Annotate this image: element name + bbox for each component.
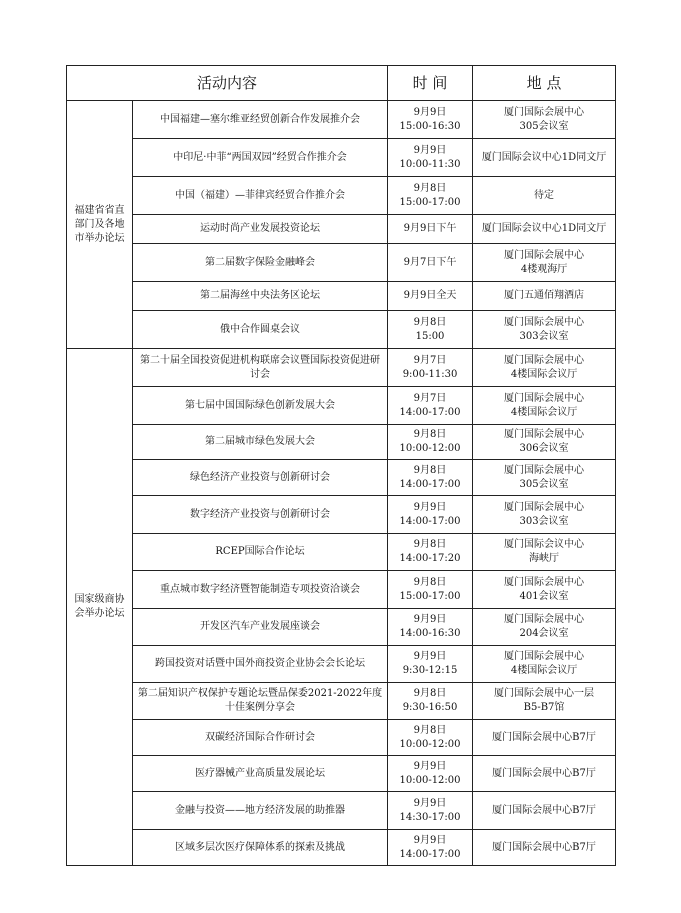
event-name-cell: 运动时尚产业发展投资论坛 bbox=[133, 215, 388, 244]
header-place: 地 点 bbox=[473, 66, 616, 101]
event-name-cell: 重点城市数字经济暨智能制造专项投资洽谈会 bbox=[133, 571, 388, 609]
table-row bbox=[67, 496, 616, 534]
table-row bbox=[67, 830, 616, 866]
event-name-cell: 第二届知识产权保护专题论坛暨品保委2021-2022年度十佳案例分享会 bbox=[133, 683, 388, 720]
event-time-cell: 9月8日 10:00-12:00 bbox=[388, 425, 473, 460]
table-row bbox=[67, 311, 616, 349]
header-time: 时 间 bbox=[388, 66, 473, 101]
event-name-cell: 第二届城市绿色发展大会 bbox=[133, 425, 388, 460]
event-name-cell: 双碳经济国际合作研讨会 bbox=[133, 720, 388, 756]
event-place-cell: 厦门国际会展中心B7厅 bbox=[473, 830, 616, 866]
category-cell: 国家级商协会举办论坛 bbox=[67, 349, 133, 866]
event-place-cell: 待定 bbox=[473, 177, 616, 215]
table-row bbox=[67, 282, 616, 311]
event-name-cell: 中国福建—塞尔维亚经贸创新合作发展推介会 bbox=[133, 101, 388, 139]
event-name-cell: 开发区汽车产业发展座谈会 bbox=[133, 609, 388, 646]
event-time-cell: 9月8日 15:00-17:00 bbox=[388, 571, 473, 609]
event-name-cell: 区域多层次医疗保障体系的探索及挑战 bbox=[133, 830, 388, 866]
category-cell: 福建省省直部门及各地市举办论坛 bbox=[67, 101, 133, 349]
event-place-cell: 厦门国际会展中心 305会议室 bbox=[473, 101, 616, 139]
event-time-cell: 9月9日全天 bbox=[388, 282, 473, 311]
table-row bbox=[67, 387, 616, 425]
table-row bbox=[67, 349, 616, 387]
event-name-cell: 金融与投资——地方经济发展的助推器 bbox=[133, 792, 388, 830]
event-place-cell: 厦门国际会议中心1D同文厅 bbox=[473, 139, 616, 177]
table-row bbox=[67, 244, 616, 282]
table-row bbox=[67, 756, 616, 792]
event-place-cell: 厦门国际会展中心B7厅 bbox=[473, 792, 616, 830]
event-name-cell: 中印尼·中菲“两国双园”经贸合作推介会 bbox=[133, 139, 388, 177]
table-row bbox=[67, 534, 616, 571]
header-content: 活动内容 bbox=[67, 66, 388, 101]
table-row bbox=[67, 720, 616, 756]
event-name-cell: 第二十届全国投资促进机构联席会议暨国际投资促进研讨会 bbox=[133, 349, 388, 387]
event-name-cell: 第七届中国国际绿色创新发展大会 bbox=[133, 387, 388, 425]
event-place-cell: 厦门国际会议中心 海峡厅 bbox=[473, 534, 616, 571]
event-place-cell: 厦门五通佰翔酒店 bbox=[473, 282, 616, 311]
table-row bbox=[67, 139, 616, 177]
table-row bbox=[67, 101, 616, 139]
event-place-cell: 厦门国际会展中心B7厅 bbox=[473, 756, 616, 792]
event-place-cell: 厦门国际会展中心 306会议室 bbox=[473, 425, 616, 460]
table-body bbox=[67, 101, 616, 866]
event-time-cell: 9月7日下午 bbox=[388, 244, 473, 282]
event-place-cell: 厦门国际会展中心 4楼国际会议厅 bbox=[473, 646, 616, 683]
event-place-cell: 厦门国际会展中心一层 B5-B7馆 bbox=[473, 683, 616, 720]
event-time-cell: 9月9日 15:00-16:30 bbox=[388, 101, 473, 139]
event-time-cell: 9月9日 14:00-17:00 bbox=[388, 496, 473, 534]
table-row bbox=[67, 683, 616, 720]
event-time-cell: 9月7日 14:00-17:00 bbox=[388, 387, 473, 425]
event-time-cell: 9月8日 9:30-16:50 bbox=[388, 683, 473, 720]
table-row bbox=[67, 646, 616, 683]
event-name-cell: 俄中合作圆桌会议 bbox=[133, 311, 388, 349]
event-time-cell: 9月9日 14:00-16:30 bbox=[388, 609, 473, 646]
event-time-cell: 9月8日 10:00-12:00 bbox=[388, 720, 473, 756]
event-time-cell: 9月9日 9:30-12:15 bbox=[388, 646, 473, 683]
event-place-cell: 厦门国际会展中心 305会议室 bbox=[473, 460, 616, 496]
event-name-cell: 医疗器械产业高质量发展论坛 bbox=[133, 756, 388, 792]
event-time-cell: 9月9日 14:30-17:00 bbox=[388, 792, 473, 830]
event-place-cell: 厦门国际会展中心 4楼国际会议厅 bbox=[473, 349, 616, 387]
table-row bbox=[67, 460, 616, 496]
table-row bbox=[67, 609, 616, 646]
event-place-cell: 厦门国际会展中心 401会议室 bbox=[473, 571, 616, 609]
table-row bbox=[67, 215, 616, 244]
event-place-cell: 厦门国际会展中心B7厅 bbox=[473, 720, 616, 756]
event-time-cell: 9月8日 15:00-17:00 bbox=[388, 177, 473, 215]
event-place-cell: 厦门国际会展中心 4楼观海厅 bbox=[473, 244, 616, 282]
event-name-cell: 跨国投资对话暨中国外商投资企业协会会长论坛 bbox=[133, 646, 388, 683]
event-time-cell: 9月9日下午 bbox=[388, 215, 473, 244]
event-name-cell: 第二届数字保险金融峰会 bbox=[133, 244, 388, 282]
event-place-cell: 厦门国际会展中心 303会议室 bbox=[473, 496, 616, 534]
event-place-cell: 厦门国际会议中心1D同文厅 bbox=[473, 215, 616, 244]
event-time-cell: 9月9日 14:00-17:00 bbox=[388, 830, 473, 866]
event-place-cell: 厦门国际会展中心 4楼国际会议厅 bbox=[473, 387, 616, 425]
events-table bbox=[66, 65, 616, 866]
event-time-cell: 9月8日 14:00-17:00 bbox=[388, 460, 473, 496]
event-time-cell: 9月9日 10:00-11:30 bbox=[388, 139, 473, 177]
event-time-cell: 9月8日 14:00-17:20 bbox=[388, 534, 473, 571]
table-row bbox=[67, 177, 616, 215]
event-name-cell: RCEP国际合作论坛 bbox=[133, 534, 388, 571]
event-time-cell: 9月9日 10:00-12:00 bbox=[388, 756, 473, 792]
event-name-cell: 绿色经济产业投资与创新研讨会 bbox=[133, 460, 388, 496]
table-row bbox=[67, 425, 616, 460]
event-place-cell: 厦门国际会展中心 303会议室 bbox=[473, 311, 616, 349]
event-time-cell: 9月7日 9:00-11:30 bbox=[388, 349, 473, 387]
header-row bbox=[67, 66, 616, 101]
table-row bbox=[67, 792, 616, 830]
event-name-cell: 中国（福建）—菲律宾经贸合作推介会 bbox=[133, 177, 388, 215]
event-name-cell: 第二届海丝中央法务区论坛 bbox=[133, 282, 388, 311]
event-name-cell: 数字经济产业投资与创新研讨会 bbox=[133, 496, 388, 534]
event-time-cell: 9月8日 15:00 bbox=[388, 311, 473, 349]
event-place-cell: 厦门国际会展中心 204会议室 bbox=[473, 609, 616, 646]
table-row bbox=[67, 571, 616, 609]
